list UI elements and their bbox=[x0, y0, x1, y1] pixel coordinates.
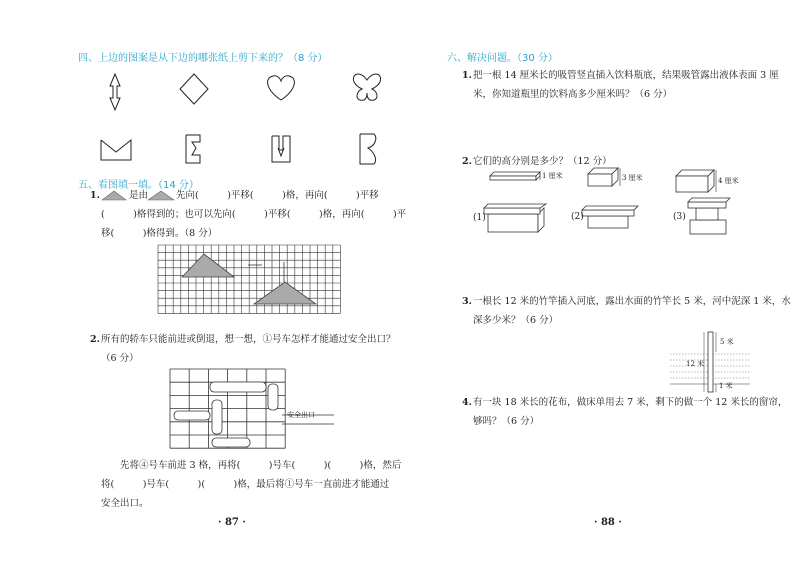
q6-3-number: 3. bbox=[462, 296, 472, 307]
q5-1-line3: 移( )格得到。（8 分） bbox=[101, 228, 218, 239]
q6-4-line2: 够吗？（6 分） bbox=[473, 416, 540, 427]
q6-1-line1: 把一根 14 厘米长的吸管竖直插入饮料瓶底，结果吸管露出液体表面 3 厘 bbox=[473, 70, 779, 81]
q5-2-line2: （6 分） bbox=[101, 353, 139, 364]
section-5-title: 五、看图填一填。（14 分） bbox=[78, 180, 199, 191]
q6-2-number: 2. bbox=[462, 156, 472, 167]
diagram-num-1: (1) bbox=[473, 213, 486, 223]
q6-4-number: 4. bbox=[462, 397, 472, 408]
height-label-1: 1 厘米 bbox=[542, 172, 563, 180]
section-6-title: 六、解决问题。（30 分） bbox=[447, 53, 558, 64]
q5-1-line1a: 是由 bbox=[129, 190, 149, 201]
q6-1-number: 1. bbox=[462, 70, 472, 81]
q5-2-answer2: 将( )号车( )( )格，最后将①号车一直前进才能通过 bbox=[101, 479, 390, 490]
exit-label: 安全出口 bbox=[287, 411, 315, 419]
pole-label-5m: 5 米 bbox=[720, 338, 734, 346]
q5-2-answer3: 安全出口。 bbox=[101, 498, 149, 509]
diagram-num-3: (3) bbox=[673, 212, 686, 222]
page-number-left: · 87 · bbox=[218, 517, 246, 528]
q5-1-line1b: 先向( )平移( )格，再向( )平移 bbox=[176, 190, 379, 201]
q5-2-answer1: 先将④号车前进 3 格，再将( )号车( )( )格，然后 bbox=[120, 460, 402, 471]
q5-2-line1: 所有的轿车只能前进或倒退，想一想，①号车怎样才能通过安全出口？ bbox=[101, 334, 396, 345]
pole-label-12m: 12 米 bbox=[686, 360, 705, 368]
q5-1-line2: ( )格得到的；也可以先向( )平移( )格，再向( )平 bbox=[101, 209, 407, 220]
pole-label-1m: 1 米 bbox=[719, 382, 733, 390]
q6-3-line2: 深多少米？（6 分） bbox=[473, 315, 559, 326]
height-label-2: 3 厘米 bbox=[622, 174, 643, 182]
page-number-right: · 88 · bbox=[594, 517, 622, 528]
q6-1-line2: 米，你知道瓶里的饮料高多少厘米吗？（6 分） bbox=[473, 89, 673, 100]
height-label-3: 4 厘米 bbox=[718, 177, 739, 185]
q6-3-line1: 一根长 12 米的竹竿插入河底，露出水面的竹竿长 5 米，河中泥深 1 米，水 bbox=[473, 296, 791, 307]
q5-1-number: 1. bbox=[90, 190, 100, 201]
q6-4-line1: 有一块 18 米长的花布，做床单用去 7 米，剩下的做一个 12 米长的窗帘， bbox=[473, 397, 788, 408]
q6-2-line1: 它们的高分别是多少？（12 分） bbox=[473, 156, 612, 167]
section-4-title: 四、上边的图案是从下边的哪张纸上剪下来的？（8 分） bbox=[78, 53, 328, 64]
diagram-num-2: (2) bbox=[571, 212, 584, 222]
q5-2-number: 2. bbox=[90, 334, 100, 345]
